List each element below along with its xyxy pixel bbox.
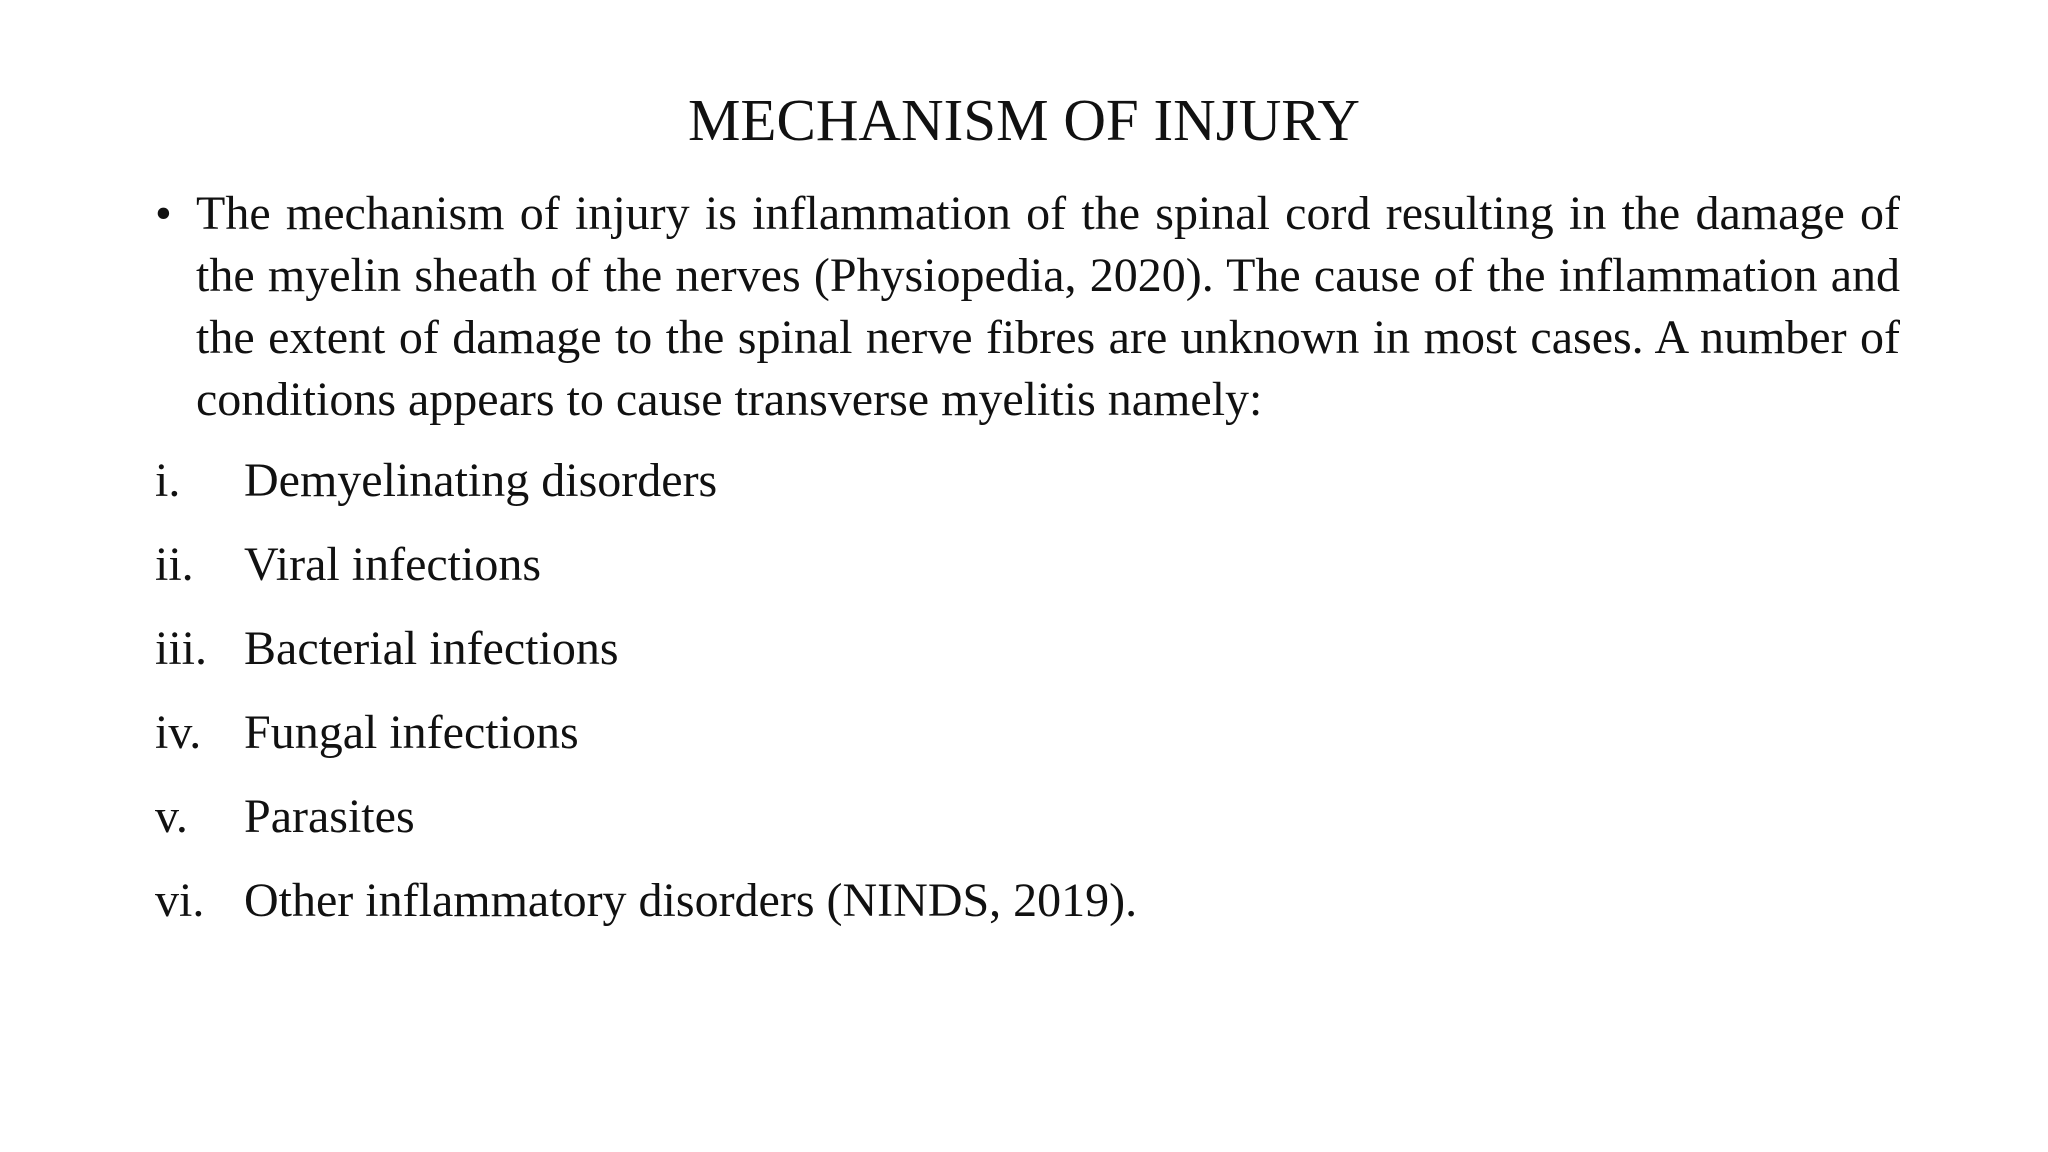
list-item <box>155 702 1855 786</box>
list-item-marker: v. <box>155 790 188 843</box>
list-item <box>155 534 1855 618</box>
list-item-marker: vi. <box>155 874 205 927</box>
list-item-text: Bacterial infections <box>244 622 619 675</box>
list-item-marker: iv. <box>155 706 202 759</box>
list-item-text: Viral infections <box>244 538 542 591</box>
list-item-text: Fungal infections <box>244 706 579 759</box>
list-item <box>155 870 1855 954</box>
conditions-list <box>155 450 1855 954</box>
bullet-text: The mechanism of injury is inflammation of the spinal cord resulting in the damage of the myelin sheath of the nerves (Physiopedia, 2020). The cause of the inflammation and the extent of damage to the spinal nerve fibres are unknown in most cases. A number of conditions appears to cause transverse myelitis namely: <box>196 187 1900 426</box>
list-item <box>155 618 1855 702</box>
list-item-marker: i. <box>155 454 181 507</box>
slide-title: MECHANISM OF INJURY <box>687 86 1361 153</box>
list-item-text: Parasites <box>244 790 415 843</box>
list-item <box>155 450 1855 534</box>
bullet-marker: • <box>155 187 172 240</box>
list-item-marker: iii. <box>155 622 208 675</box>
list-item-text: Demyelinating disorders <box>244 454 718 507</box>
list-item-marker: ii. <box>155 538 194 591</box>
list-item <box>155 786 1855 870</box>
list-item-text: Other inflammatory disorders (NINDS, 2019). <box>244 874 1138 927</box>
